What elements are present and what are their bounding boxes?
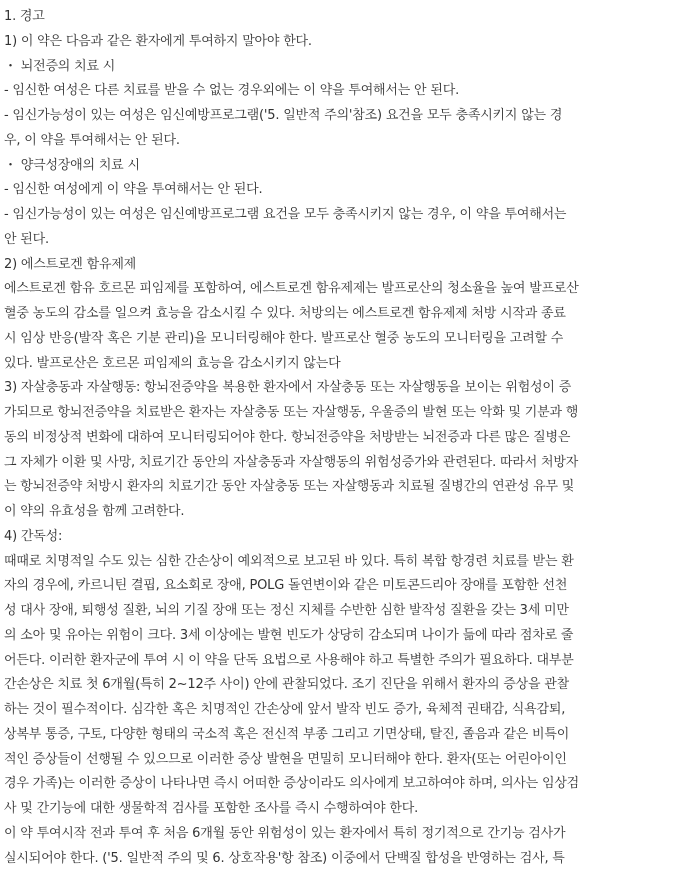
text-line: 상복부 통증, 구토, 다양한 형태의 국소적 혹은 전신적 부종 그리고 기면상태, 탈진, 졸음과 같은 비특이 [4,726,570,742]
text-line: 실시되어야 한다. ('5. 일반적 주의 및 6. 상호작용'항 참조) 이중에서 단백질 합성을 반영하는 검사, 특 [4,850,565,866]
text-line: 의 소아 및 유아는 위험이 크다. 3세 이상에는 발현 빈도가 상당히 감소되며 나이가 듦에 따라 점차로 줄 [4,627,574,643]
text-line: 경우 가족)는 이러한 증상이 나타나면 즉시 어떠한 증상이라도 의사에게 보고하여야 하며, 의사는 임상검 [4,776,580,792]
text-line: 우, 이 약을 투여해서는 안 된다. [4,132,180,148]
text-line: 2) 에스트로겐 함유제제 [4,256,137,272]
text-line: - 임신한 여성은 다른 치료를 받을 수 없는 경우외에는 이 약을 투여해서는 안 된다. [4,83,460,99]
text-line: 간손상은 치료 첫 6개월(특히 2~12주 사이) 안에 관찰되었다. 조기 진단을 위해서 환자의 증상을 관찰 [4,677,570,693]
text-line: ・ 양극성장애의 치료 시 [4,157,140,173]
text-line: 이 약의 유효성을 함께 고려한다. [4,504,185,519]
text-line: 3) 자살충동과 자살행동: 항뇌전증약을 복용한 환자에서 자살충동 또는 자살행동을 보이는 위험성이 증 [4,380,572,396]
text-line: 안 된다. [4,231,49,247]
text-line: 1) 이 약은 다음과 같은 환자에게 투여하지 말아야 한다. [4,33,312,49]
text-line: 있다. 발프로산은 호르몬 피임제의 효능을 감소시키지 않는다 [4,355,341,371]
text-line: 하는 것이 필수적이다. 심각한 혹은 치명적인 간손상에 앞서 발작 빈도 증가, 육체적 권태감, 식욕감퇴, [4,702,566,717]
text-line: - 임신한 여성에게 이 약을 투여해서는 안 된다. [4,182,263,198]
text-line: 동의 비정상적 변화에 대하여 모니터링되어야 한다. 항뇌전증약을 처방받는 뇌전증과 다른 많은 질병은 [4,429,571,445]
text-line: 1. 경고 [4,9,45,24]
text-line: 시 임상 반응(발작 혹은 기분 관리)을 모니터링해야 한다. 발프로산 혈중 농도의 모니터링을 고려할 수 [4,330,564,346]
text-line: 자의 경우에, 카르니틴 결핍, 요소회로 장애, POLG 돌연변이와 같은 미토콘드리아 장애를 포함한 선천 [4,578,568,594]
text-line: 혈중 농도의 감소를 일으켜 효능을 감소시킬 수 있다. 처방의는 에스트로겐 함유제제 처방 시작과 종료 [4,306,566,321]
text-line: 가되므로 항뇌전증약을 치료받은 환자는 자살충동 또는 자살행동, 우울증의 발현 또는 악화 및 기분과 행 [4,405,579,420]
text-line: - 임신가능성이 있는 여성은 임신예방프로그램('5. 일반적 주의'참조) 요건을 모두 충족시키지 않는 경 [4,108,563,123]
text-line: 어든다. 이러한 환자군에 투여 시 이 약을 단독 요법으로 사용해야 하고 특별한 주의가 필요하다. 대부분 [4,652,574,668]
text-line: 성 대사 장애, 퇴행성 질환, 뇌의 기질 장애 또는 정신 지체를 수반한 심한 발작성 질환을 갖는 3세 미만 [4,603,569,618]
text-line: 4) 간독성: [4,528,63,544]
text-line: ・ 뇌전증의 치료 시 [4,58,116,74]
text-line: 그 자체가 이환 및 사망, 치료기간 동안의 자살충동과 자살행동의 위험성증가와 관련된다. 따라서 처방자 [4,454,579,470]
text-line: 에스트로겐 함유 호르몬 피임제를 포함하여, 에스트로겐 함유제제는 발프로산의 청소율을 높여 발프로산 [4,281,579,297]
text-line: 때때로 치명적일 수도 있는 심한 간손상이 예외적으로 보고된 바 있다. 특히 복합 항경련 치료를 받는 환 [4,553,574,569]
text-line: 적인 증상들이 선행될 수 있으므로 이러한 증상 발현을 면밀히 모니터해야 한다. 환자(또는 어린아이인 [4,751,567,767]
text-line: 이 약 투여시작 전과 투여 후 처음 6개월 동안 위험성이 있는 환자에서 특히 정기적으로 간기능 검사가 [4,825,566,841]
text-line: - 임신가능성이 있는 여성은 임신예방프로그램 요건을 모두 충족시키지 않는 경우, 이 약을 투여해서는 [4,207,567,222]
text-line: 는 항뇌전증약 처방시 환자의 치료기간 동안 자살충동 또는 자살행동과 치료될 질병간의 연관성 유무 및 [4,479,575,495]
text-line: 사 및 간기능에 대한 생물학적 검사를 포함한 조사를 즉시 수행하여야 한다. [4,801,418,816]
